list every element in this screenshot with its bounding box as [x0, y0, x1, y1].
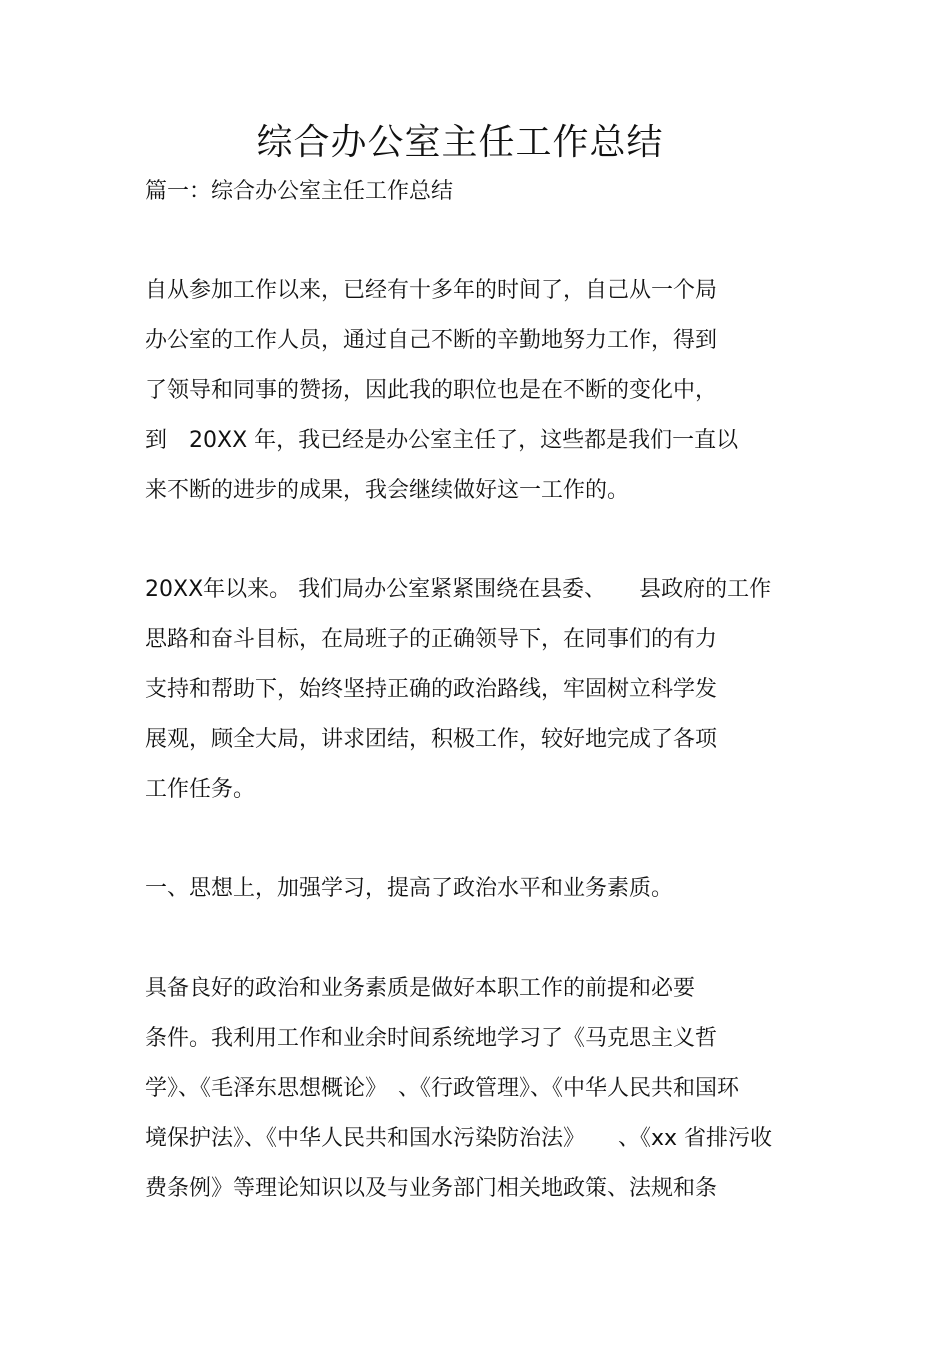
paragraph-line: 来不断的进步的成果，我会继续做好这一工作的。	[145, 478, 630, 503]
paragraph-line: 办公室的工作人员，通过自己不断的辛勤地努力工作，得到	[145, 328, 718, 353]
paragraph-line: 条件。我利用工作和业余时间系统地学习了《马克思主义哲	[145, 1026, 718, 1051]
document-title: 综合办公室主任工作总结	[256, 122, 664, 163]
paragraph-line: 展观，顾全大局，讲求团结，积极工作，较好地完成了各项	[145, 727, 718, 752]
paragraph-line: 支持和帮助下，始终坚持正确的政治路线，牢固树立科学发	[145, 677, 718, 702]
paragraph-line: 思路和奋斗目标，在局班子的正确领导下，在同事们的有力	[145, 627, 718, 652]
paragraph-line: 自从参加工作以来，已经有十多年的时间了，自己从一个局	[145, 278, 718, 303]
paragraph-line: 费条例》等理论知识以及与业务部门相关地政策、法规和条	[145, 1176, 718, 1201]
paragraph-line: 了领导和同事的赞扬，因此我的职位也是在不断的变化中，	[145, 378, 718, 403]
paragraph-line: 到 20XX 年，我已经是办公室主任了，这些都是我们一直以	[145, 428, 739, 453]
paragraph-line: 学》、《毛泽东思想概论》 、《行政管理》、《中华人民共和国环	[145, 1076, 740, 1101]
document-subtitle: 篇一：综合办公室主任工作总结	[145, 179, 454, 204]
paragraph-line: 工作任务。	[145, 777, 256, 802]
paragraph-line: 境保护法》、《中华人民共和国水污染防治法》 、《xx 省排污收	[145, 1126, 773, 1151]
paragraph-line: 20XX年以来。 我们局办公室紧紧围绕在县委、 县政府的工作	[145, 577, 772, 602]
section-heading-line: 一、思想上，加强学习，提高了政治水平和业务素质。	[145, 876, 674, 901]
paragraph-line: 具备良好的政治和业务素质是做好本职工作的前提和必要	[145, 976, 696, 1001]
